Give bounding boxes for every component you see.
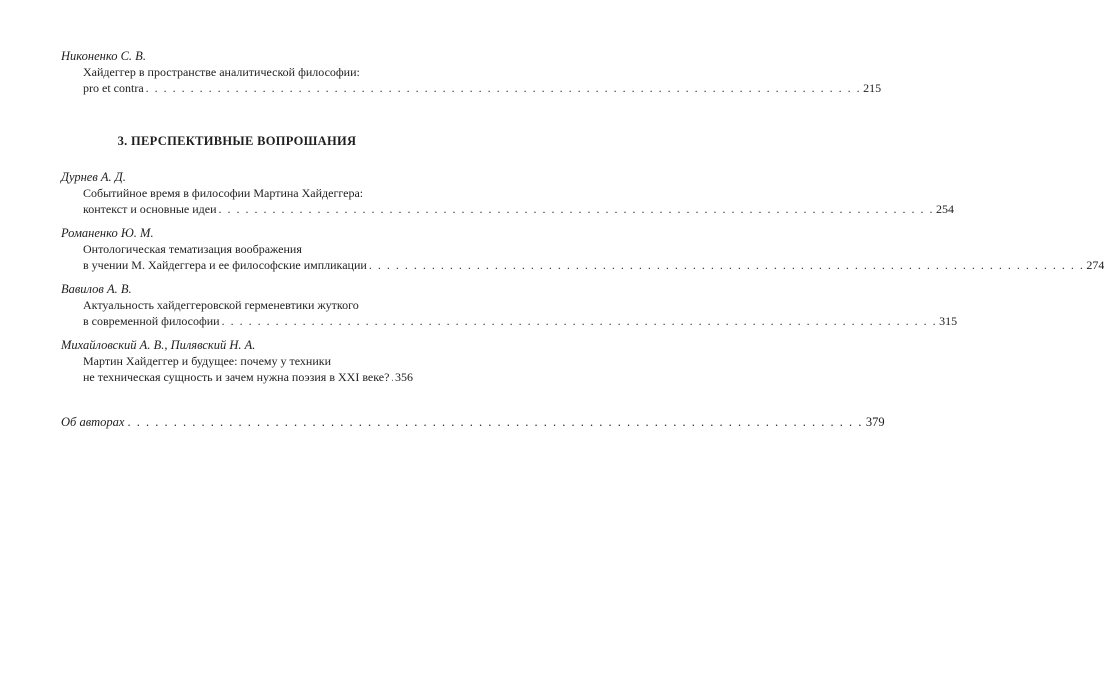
toc-entry-about-authors — [61, 415, 885, 430]
page-number: 254 — [936, 201, 955, 216]
about-authors-label: Об авторах — [61, 415, 125, 429]
toc-entry-vavilov — [61, 282, 958, 329]
entry-author: Михайловский А. В., Пилявский Н. А. — [61, 338, 256, 352]
toc-entry-mikhailovsky — [61, 338, 413, 385]
entry-title-last-line — [83, 257, 1104, 274]
section-heading: 3. ПЕРСПЕКТИВНЫЕ ВОПРОШАНИЯ — [117, 134, 357, 148]
entry-title-last-line — [83, 201, 955, 218]
entry-title-text: pro et contra — [83, 80, 144, 95]
entry-title-text: в учении М. Хайдеггера и ее философские импликации — [83, 257, 367, 272]
leader-dots: . . . . . . . . . . . . . . . . . . . . . . . . . . . . . . . . . . . . . . . . . . . . . . . . . . . . . . . . . . . . . . . . . . . . . . . . . . . . . . . . — [218, 201, 935, 216]
toc-entry-durnev — [61, 170, 955, 217]
entry-author: Вавилов А. В. — [61, 282, 132, 296]
entry-title-text: не техническая сущность и зачем нужна поэзия в XXI веке? — [83, 369, 390, 384]
table-of-contents — [61, 49, 1104, 430]
entry-title-last-line — [83, 80, 882, 97]
entry-title-line: Событийное время в философии Мартина Хайдеггера: — [83, 186, 364, 200]
page-number: 215 — [863, 80, 882, 95]
page-number: 356 — [395, 369, 413, 384]
entry-author: Романенко Ю. М. — [61, 226, 154, 240]
leader-dots: . . . . . . . . . . . . . . . . . . . . . . . . . . . . . . . . . . . . . . . . . . . . . . . . . . . . . . . . . . . . . . . . . . . . . . . . . . . . . . . . — [221, 313, 938, 328]
entry-title-last-line — [83, 313, 958, 330]
entry-title-line: Хайдеггер в пространстве аналитической философии: — [83, 65, 360, 79]
leader-dots: . . . . . . . . . . . . . . . . . . . . . . . . . . . . . . . . . . . . . . . . . . . . . . . . . . . . . . . . . . . . . . . . . . . . . . . . . . . . . . . . — [368, 257, 1085, 272]
entry-title-text: в современной философии — [83, 313, 220, 328]
toc-entry-romanenko — [61, 226, 1104, 273]
leader-dots: . . . . . . . . . . . . . . . . . . . . . . . . . . . . . . . . . . . . . . . . . . . . . . . . . . . . . . . . . . . . . . . . . . . . . . . . . . . . . . . . — [127, 415, 863, 429]
entry-title-last-line — [83, 370, 413, 386]
entry-title-line: Актуальность хайдеггеровской герменевтики жуткого — [83, 298, 359, 312]
toc-entry-nikonenko — [61, 49, 882, 96]
entry-title-text: контекст и основные идеи — [83, 201, 217, 216]
leader-dots: . . . . . . . . . . . . . . . . . . . . . . . . . . . . . . . . . . . . . . . . . . . . . . . . . . . . . . . . . . . . . . . . . . . . . . . . . . . . . . . . — [145, 80, 862, 95]
page-number: 315 — [939, 313, 958, 328]
entry-author: Дурнев А. Д. — [61, 170, 126, 184]
entry-author: Никоненко С. В. — [61, 49, 146, 63]
leader-dots — [391, 370, 393, 386]
entry-title-line: Онтологическая тематизация воображения — [83, 242, 302, 256]
page-number: 379 — [865, 415, 885, 429]
page-number: 274 — [1086, 257, 1104, 272]
entry-title-line: Мартин Хайдеггер и будущее: почему у техники — [83, 354, 332, 368]
